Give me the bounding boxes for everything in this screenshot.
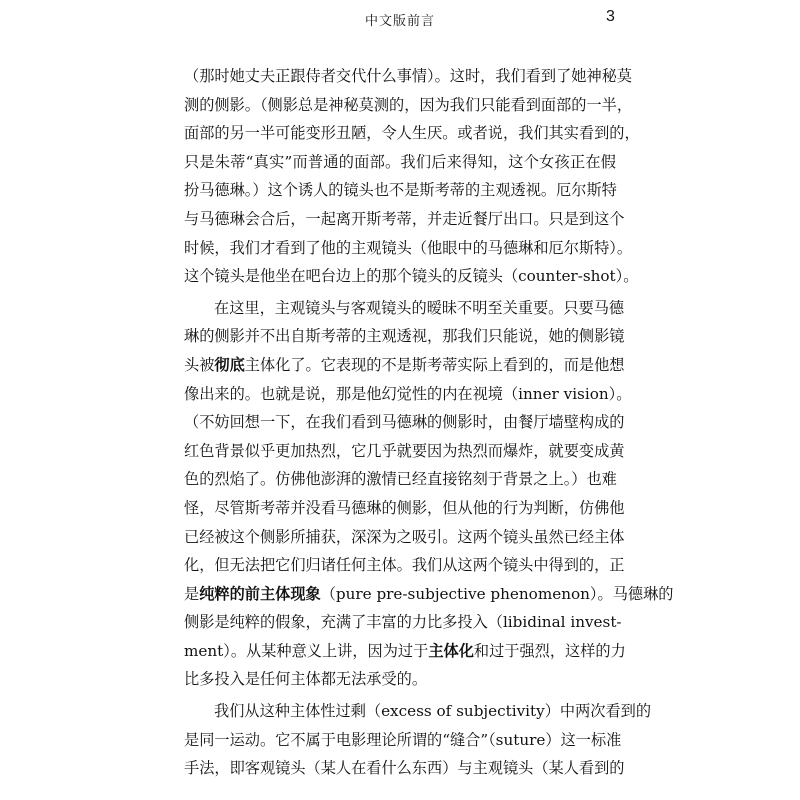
text-line bbox=[184, 91, 633, 120]
text-segment: 主体化了。它表现的不是斯考蒂实际上看到的，而是他想 bbox=[244, 355, 625, 374]
paragraph bbox=[184, 294, 674, 694]
text-segment: 侧影是纯粹的假象，充满了丰富的力比多投入（libidinal invest- bbox=[184, 613, 622, 632]
text-segment: 我们从这种主体性过剩（excess of subjectivity）中两次看到的 bbox=[214, 702, 652, 721]
text-line bbox=[184, 608, 622, 637]
text-segment: 测的侧影。（侧影总是神秘莫测的，因为我们只能看到面部的一半， bbox=[184, 95, 633, 114]
body-text bbox=[184, 62, 674, 783]
text-segment: （那时她丈夫正跟侍者交代什么事情）。这时，我们看到了她神秘莫 bbox=[184, 67, 633, 85]
text-segment: 是 bbox=[184, 584, 200, 603]
text-segment: 已经被这个侧影所捕获，深深为之吸引。这两个镜头虽然已经主体 bbox=[184, 527, 625, 546]
text-line bbox=[184, 119, 640, 148]
text-line bbox=[184, 637, 626, 666]
text-line bbox=[184, 726, 622, 755]
text-segment: 化，但无法把它们归诸任何主体。我们从这两个镜头中得到的，正 bbox=[184, 556, 625, 575]
text-line bbox=[184, 262, 639, 291]
text-segment: 只是朱蒂“真实”而普通的面部。我们后来得知，这个女孩正在假 bbox=[184, 152, 616, 171]
text-line bbox=[184, 494, 625, 523]
text-segment: （不妨回想一下，在我们看到马德琳的侧影时，由餐厅墙壁构成的 bbox=[184, 413, 625, 432]
text-line bbox=[184, 322, 625, 351]
paragraph bbox=[184, 62, 640, 291]
text-line bbox=[184, 437, 625, 466]
text-segment: 怪，尽管斯考蒂并没看马德琳的侧影，但从他的行为判断，仿佛他 bbox=[184, 498, 625, 517]
text-segment: 扮马德琳。）这个诱人的镜头也不是斯考蒂的主观透视。厄尔斯特 bbox=[184, 181, 617, 200]
text-segment: 色的烈焰了。仿佛他澎湃的激情已经直接铭刻于背景之上。）也难 bbox=[184, 470, 617, 489]
text-segment: 像出来的。也就是说，那是他幻觉性的内在视境（inner vision）。 bbox=[184, 384, 632, 403]
emphasis-text: 彻底 bbox=[214, 355, 245, 374]
text-line bbox=[184, 465, 616, 494]
text-line bbox=[184, 523, 625, 552]
text-segment: 红色背景似乎更加热烈，它几乎就要因为热烈而爆炸，就要变成黄 bbox=[184, 441, 625, 460]
text-segment: 面部的另一半可能变形丑陋，令人生厌。或者说，我们其实看到的， bbox=[184, 124, 640, 143]
text-line bbox=[184, 697, 652, 726]
text-line bbox=[184, 580, 674, 609]
text-segment: 与马德琳会合后，一起离开斯考蒂，并走近餐厅出口。只是到这个 bbox=[184, 209, 625, 228]
text-segment: 是同一运动。它不属于电影理论所谓的“缝合”（suture）这一标准 bbox=[184, 730, 622, 749]
text-segment: 和过于强烈，这样的力 bbox=[473, 641, 626, 660]
text-segment: 琳的侧影并不出自斯考蒂的主观透视，那我们只能说，她的侧影镜 bbox=[184, 327, 625, 346]
text-line bbox=[184, 176, 616, 205]
text-segment: 头被 bbox=[184, 355, 215, 374]
text-segment: 这个镜头是他坐在吧台边上的那个镜头的反镜头（counter-shot）。 bbox=[184, 267, 639, 286]
text-line bbox=[184, 234, 633, 263]
text-segment: ment）。从某种意义上讲，因为过于 bbox=[184, 641, 429, 660]
running-head: 中文版前言 bbox=[364, 14, 435, 29]
text-line bbox=[184, 551, 625, 580]
text-line bbox=[184, 754, 625, 783]
text-line bbox=[184, 205, 625, 234]
text-segment: 时候，我们才看到了他的主观镜头（他眼中的马德琳和厄尔斯特）。 bbox=[184, 238, 633, 257]
text-line bbox=[184, 148, 616, 177]
paragraph bbox=[184, 697, 652, 783]
text-line bbox=[184, 408, 625, 437]
text-line bbox=[184, 294, 625, 323]
text-line bbox=[184, 62, 633, 91]
emphasis-text: 纯粹的前主体现象 bbox=[199, 584, 321, 603]
text-segment: （pure pre-subjective phenomenon）。马德琳的 bbox=[320, 584, 674, 603]
text-line bbox=[184, 665, 616, 694]
text-line bbox=[184, 380, 632, 409]
text-line bbox=[184, 351, 625, 380]
text-segment: 在这里，主观镜头与客观镜头的暧昧不明至关重要。只要马德 bbox=[214, 298, 625, 317]
page-number: 3 bbox=[606, 8, 615, 25]
text-segment: 比多投入是任何主体都无法承受的。 bbox=[184, 670, 427, 689]
emphasis-text: 主体化 bbox=[428, 641, 474, 660]
text-segment: 手法，即客观镜头（某人在看什么东西）与主观镜头（某人看到的 bbox=[184, 759, 625, 778]
